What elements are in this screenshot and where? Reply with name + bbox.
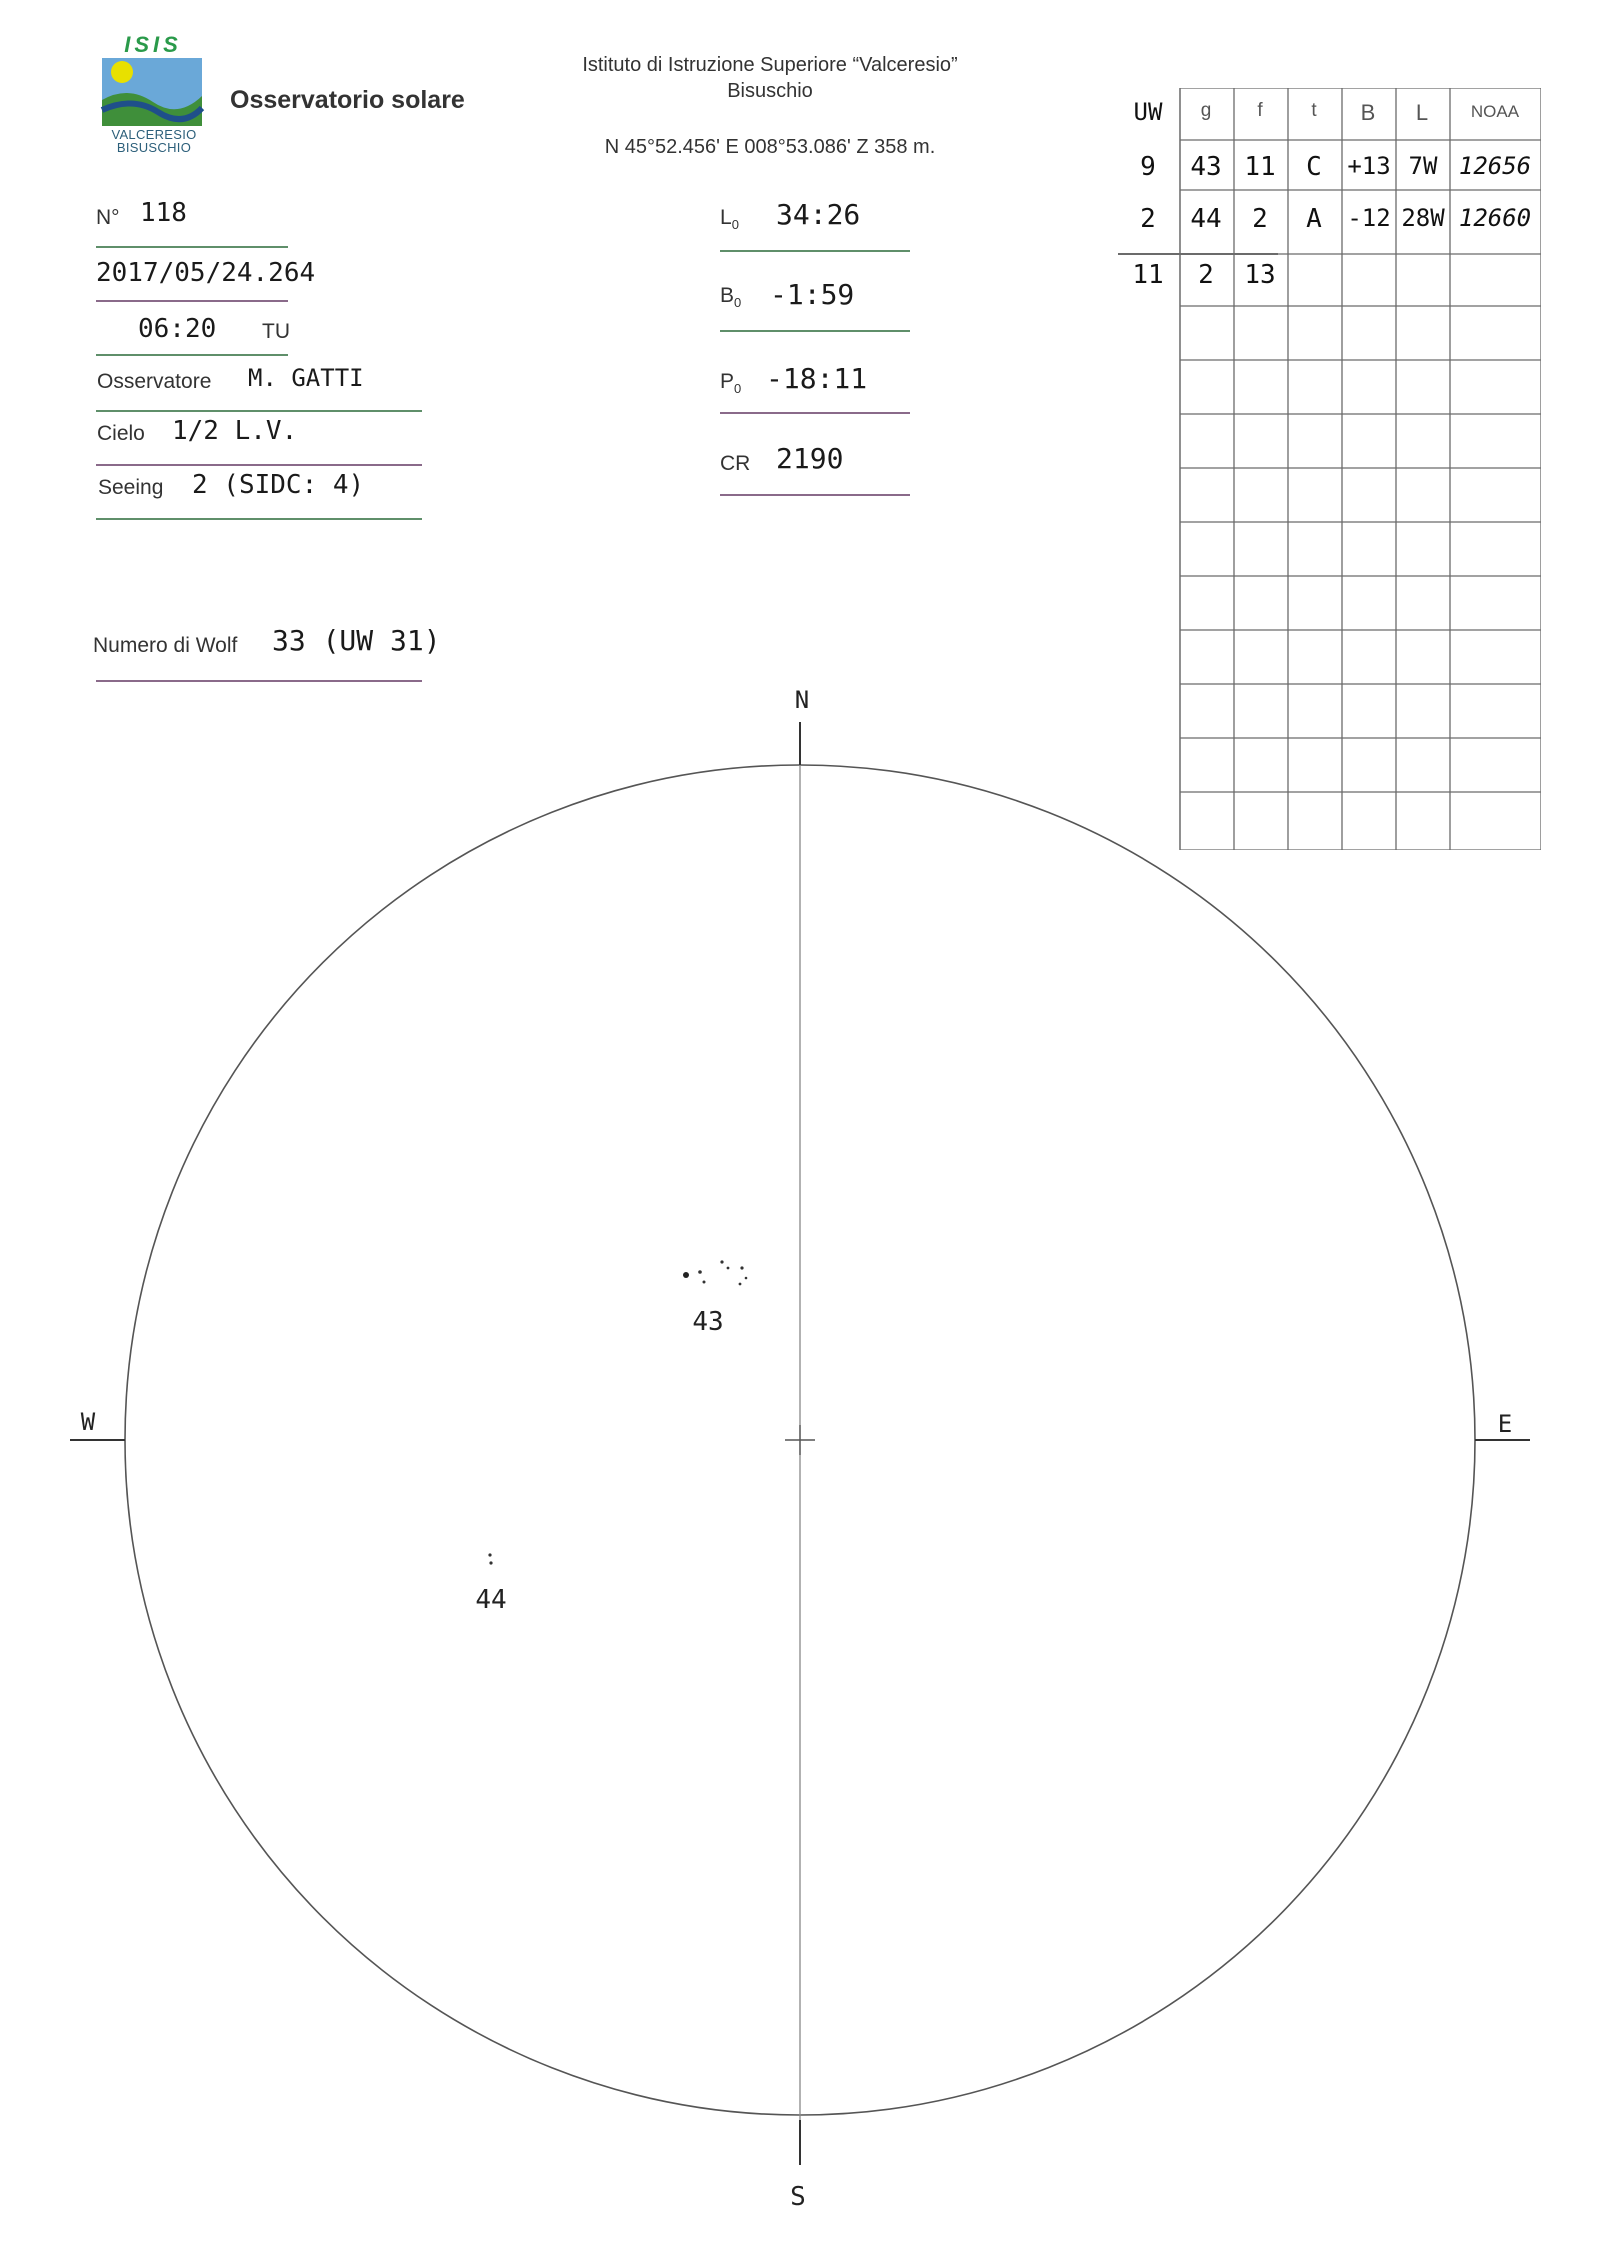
east-label: E — [1497, 1410, 1513, 1438]
row1-uw: 9 — [1140, 152, 1156, 182]
l0-value: 34:26 — [776, 198, 861, 231]
cr-label: CR — [720, 452, 751, 475]
total-f: 13 — [1244, 260, 1276, 290]
l0-subscript: 0 — [731, 217, 739, 233]
row1-l: 7W — [1408, 152, 1438, 180]
header-b: B — [1360, 100, 1376, 125]
sunspot-group-44 — [488, 1553, 492, 1564]
b0-letter: B — [720, 284, 735, 307]
number-value: 118 — [140, 198, 187, 228]
group-label-43: 43 — [692, 1307, 724, 1337]
west-label: W — [80, 1408, 96, 1436]
south-label: S — [790, 2182, 806, 2212]
row1-b: +13 — [1347, 152, 1391, 180]
wolf-label: Numero di Wolf — [93, 634, 238, 657]
group-label-44: 44 — [475, 1585, 507, 1615]
b0-subscript: 0 — [734, 295, 742, 311]
row2-l: 28W — [1401, 204, 1445, 232]
row2-b: -12 — [1347, 204, 1391, 232]
sky-label: Cielo — [97, 422, 145, 445]
row2-uw: 2 — [1140, 204, 1156, 234]
header-t: t — [1311, 100, 1317, 121]
sunspot-group-43 — [683, 1260, 747, 1285]
header-g: g — [1200, 100, 1212, 121]
wolf-value: 33 (UW 31) — [272, 624, 441, 657]
total-g: 2 — [1198, 260, 1214, 290]
institute-line-1: Istituto di Istruzione Superiore “Valceresio” — [582, 54, 958, 76]
observatory-title: Osservatorio solare — [230, 86, 465, 114]
north-label: N — [794, 686, 810, 714]
site-coordinates: N 45°52.456' E 008°53.086' Z 358 m. — [604, 136, 936, 158]
observer-label: Osservatore — [97, 370, 212, 393]
p0-subscript: 0 — [734, 381, 742, 397]
logo-caption-1: VALCERESIO — [111, 127, 197, 142]
institute-line-2: Bisuschio — [727, 80, 813, 102]
sky-value: 1/2 L.V. — [172, 416, 298, 446]
cr-value: 2190 — [776, 442, 844, 475]
row2-f: 2 — [1252, 204, 1268, 234]
row2-g: 44 — [1190, 204, 1222, 234]
l0-letter: L — [720, 206, 732, 229]
logo-text: ISIS — [124, 32, 182, 57]
seeing-label: Seeing — [98, 476, 164, 499]
row2-t: A — [1306, 204, 1322, 234]
logo-caption-2: BISUSCHIO — [116, 140, 192, 155]
time-value: 06:20 — [138, 314, 217, 344]
p0-value: -18:11 — [766, 362, 868, 395]
row2-noaa: 12660 — [1458, 204, 1532, 232]
header-noaa: NOAA — [1470, 102, 1520, 121]
b0-value: -1:59 — [770, 278, 855, 311]
row1-t: C — [1306, 152, 1322, 182]
row1-g: 43 — [1190, 152, 1222, 182]
date-value: 2017/05/24.264 — [96, 258, 316, 288]
row1-noaa: 12656 — [1458, 152, 1532, 180]
seeing-value: 2 (SIDC: 4) — [192, 470, 365, 500]
total-uw: 11 — [1132, 260, 1164, 290]
observer-value: M. GATTI — [248, 364, 364, 392]
row1-f: 11 — [1244, 152, 1276, 182]
time-unit: TU — [262, 320, 290, 343]
uw-header: UW — [1133, 98, 1163, 126]
header-l: L — [1415, 100, 1429, 125]
number-label: N° — [96, 206, 120, 229]
header-f: f — [1257, 100, 1263, 121]
p0-letter: P — [720, 370, 735, 393]
